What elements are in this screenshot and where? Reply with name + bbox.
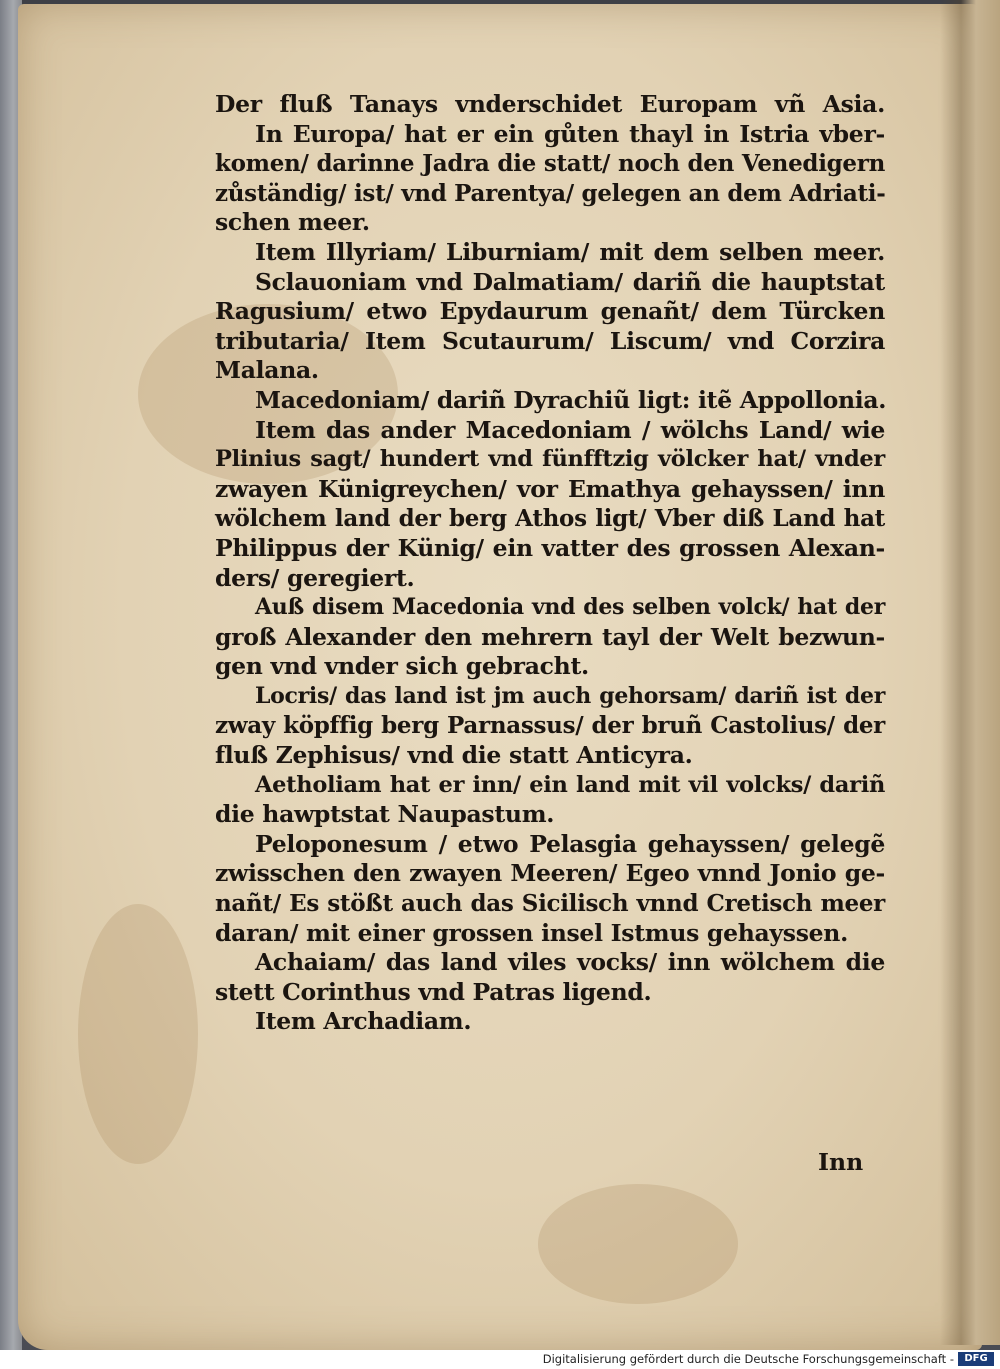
text-line: Auß disem Macedonia vnd des selben volck/ hat der <box>255 594 885 621</box>
text-line: ders/ geregiert. <box>215 563 415 592</box>
text-line: gen vnd vnder sich gebracht. <box>215 652 589 681</box>
page-gutter <box>940 0 1000 1345</box>
text-line: die hawptstat Naupastum. <box>215 800 555 829</box>
page-stain <box>538 1184 738 1304</box>
page-stain <box>78 904 198 1164</box>
text-line: nañt/ Es stößt auch das Sicilisch vnnd Cretisch meer <box>215 890 885 918</box>
text-line: zwisschen den zwayen Meeren/ Egeo vnnd Jonio ge- <box>215 859 885 888</box>
text-line: groß Alexander den mehrern tayl der Welt bezwun- <box>215 622 885 651</box>
text-line: Peloponesum / etwo Pelasgia gehayssen/ gelegẽ <box>255 829 885 858</box>
footer-bar <box>0 1350 1000 1369</box>
text-line: Sclauoniam vnd Dalmatiam/ dariñ die hauptstat <box>255 267 885 296</box>
text-line: Ragusium/ etwo Epydaurum genañt/ dem Türcken <box>215 297 885 326</box>
text-line: wölchem land der berg Athos ligt/ Vber diß Land hat <box>215 505 885 533</box>
text-line: Achaiam/ das land viles vocks/ inn wölchem die <box>255 948 885 977</box>
dfg-logo: DFG <box>958 1352 994 1366</box>
text-line: tributaria/ Item Scutaurum/ Liscum/ vnd Corzira <box>215 326 885 355</box>
text-line: Der fluß Tanays vnderschidet Europam vñ Asia. <box>215 90 885 118</box>
text-line: komen/ darinne Jadra die statt/ noch den Venedigern <box>215 150 885 178</box>
printed-text-block <box>215 90 885 1037</box>
catchword: Inn <box>818 1148 864 1176</box>
text-line: zůständig/ ist/ vnd Parentya/ gelegen an dem Adriati- <box>215 179 886 207</box>
text-line: daran/ mit einer grossen insel Istmus gehayssen. <box>215 918 848 947</box>
text-line: Item das ander Macedoniam / wölchs Land/ wie <box>255 415 885 444</box>
text-line: Locris/ das land ist jm auch gehorsam/ dariñ ist der <box>255 682 885 709</box>
text-line: Aetholiam hat er inn/ ein land mit vil volcks/ dariñ <box>255 771 885 798</box>
text-line: schen meer. <box>215 208 370 237</box>
text-line: zwayen Künigreychen/ vor Emathya gehayssen/ inn <box>215 474 885 503</box>
text-line: stett Corinthus vnd Patras ligend. <box>215 977 652 1006</box>
text-line: Item Archadiam. <box>255 1007 472 1036</box>
text-line: Philippus der Künig/ ein vatter des grossen Alexan- <box>215 533 885 562</box>
text-line: Malana. <box>215 356 319 385</box>
text-line: fluß Zephisus/ vnd die statt Anticyra. <box>215 741 693 770</box>
text-line: Plinius sagt/ hundert vnd fünfftzig völcker hat/ vnder <box>215 446 885 473</box>
funding-notice: Digitalisierung gefördert durch die Deutsche Forschungsgemeinschaft - <box>542 1352 954 1366</box>
text-line: zway köpffig berg Parnassus/ der bruñ Castolius/ der <box>215 712 885 740</box>
text-line: Macedoniam/ dariñ Dyrachiũ ligt: itẽ Appollonia. <box>255 385 887 414</box>
text-line: In Europa/ hat er ein gůten thayl in Istria vber- <box>255 119 885 148</box>
text-line: Item Illyriam/ Liburniam/ mit dem selben meer. <box>255 237 885 266</box>
